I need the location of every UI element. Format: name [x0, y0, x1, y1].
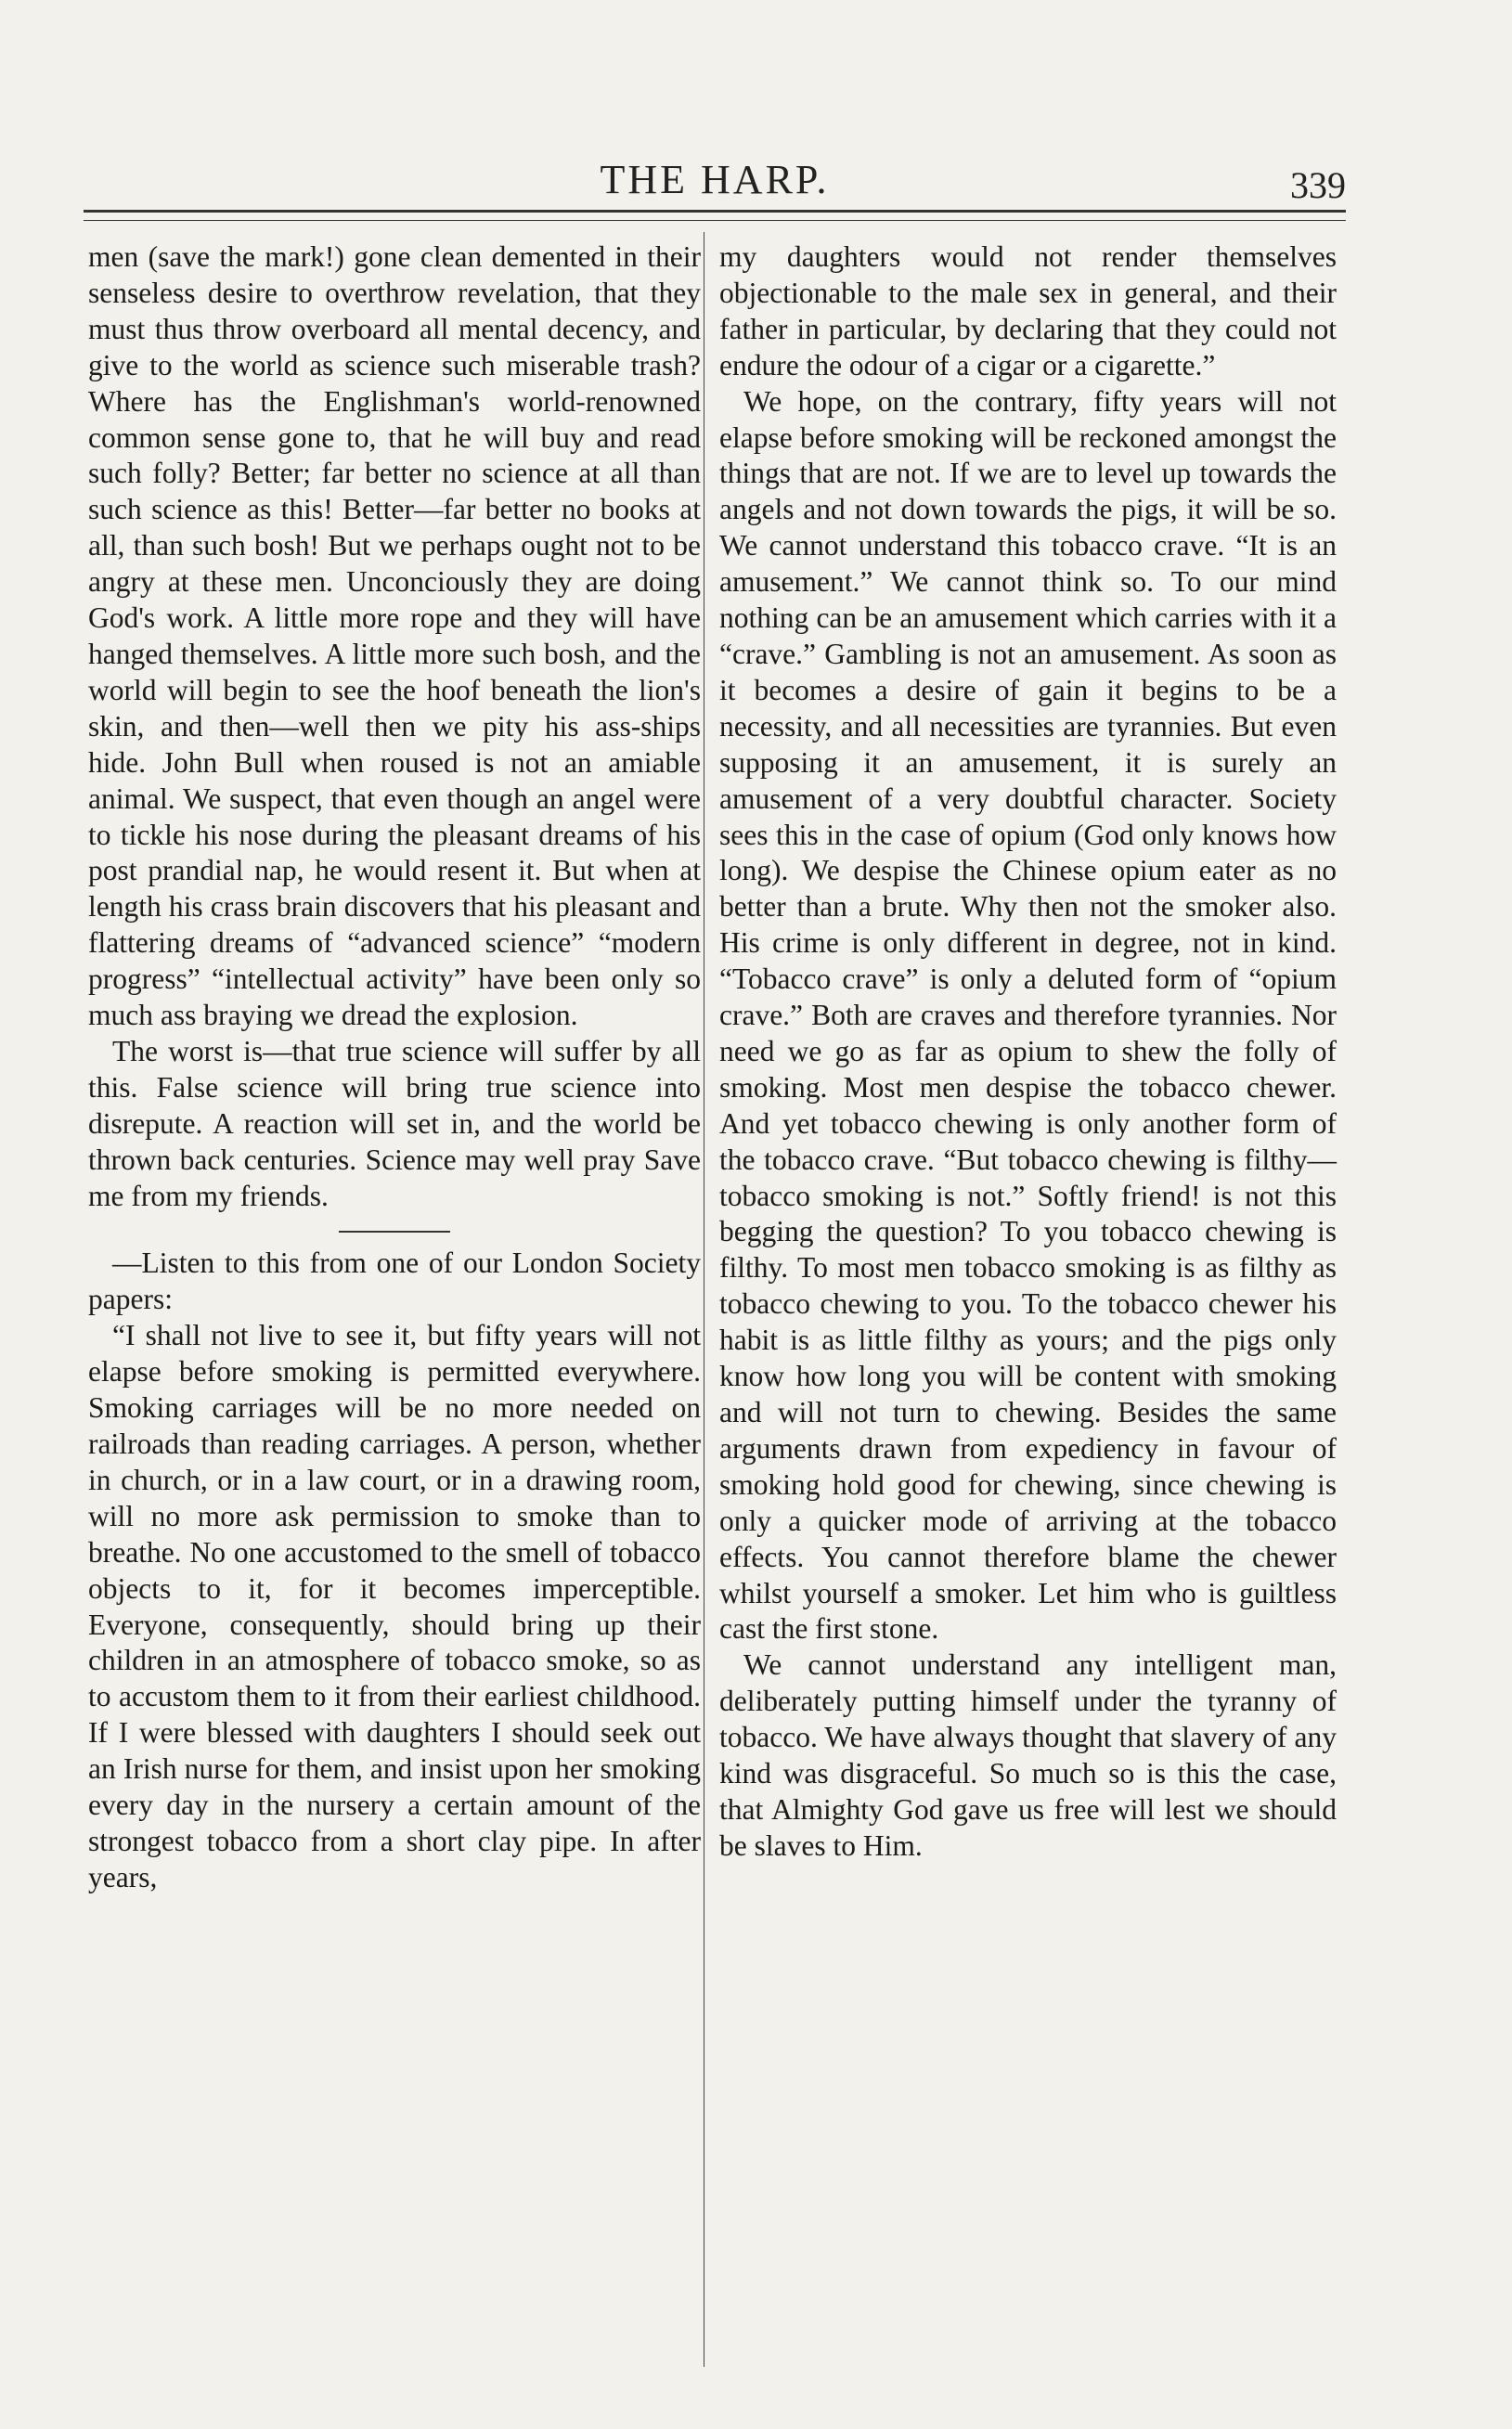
section-divider	[339, 1231, 450, 1233]
right-paragraph-1: my daughters would not render themselves objectionable to the male sex in general, and their father in particular, by declaring that they could not endure the odour of a cigar or a cigarette.”	[719, 240, 1337, 381]
left-column	[88, 239, 701, 1896]
right-paragraph-2: We hope, on the contrary, fifty years will not elapse before smoking will be reckoned amongst the things that are not. If we are to level up towards the angels and not down towards the pigs, it will be so. We cannot understand this tobacco crave. “It is an amusement.” We cannot think so. To our mind nothing can be an amusement which carries with it a “crave.” Gambling is not an amusement. As soon as it becomes a desire of gain it begins to be a necessity, and all necessities are tyrannies. But even supposing it an amusement, it is surely an amusement of a very doubtful character. Society sees this in the case of opium (God only knows how long). We despise the Chinese opium eater as no better than a brute. Why then not the smoker also. His crime is only different in degree, not in kind. “Tobacco crave” is only a deluted form of “opium crave.” Both are craves and therefore tyrannies. Nor need we go as far as opium to shew the folly of smoking. Most men despise the tobacco chewer. And yet tobacco chewing is only another form of the tobacco crave. “But tobacco chewing is filthy—tobacco smoking is not.” Softly friend! is not this begging the question? To you tobacco chewing is filthy. To most men tobacco smoking is as filthy as tobacco chewing to you. To the tobacco chewer his habit is as little filthy as yours; and the pigs only know how long you will be content with smoking and will not turn to chewing. Besides the same arguments drawn from expediency in favour of smoking hold good for chewing, since chewing is only a quicker mode of arriving at the tobacco effects. You cannot therefore blame the chewer whilst yourself a smoker. Let him who is guiltless cast the first stone.	[719, 384, 1337, 1646]
page-number: 339	[1290, 164, 1346, 206]
left-paragraph-3: —Listen to this from one of our London Society papers:	[88, 1247, 701, 1316]
right-column	[719, 239, 1337, 1865]
left-paragraph-4: “I shall not live to see it, but fifty years will not elapse before smoking is permitted everywhere. Smoking carriages will be no more needed on railroads than reading carriages. A person, whether in church, or in a law court, or in a drawing room, will no more ask permission to smoke than to breathe. No one accustomed to the smell of tobacco objects to it, for it becomes imperceptible. Everyone, consequently, should bring up their children in an atmosphere of tobacco smoke, so as to accustom them to it from their earliest childhood. If I were blessed with daughters I should seek out an Irish nurse for them, and insist upon her smoking every day in the nursery a certain amount of the strongest tobacco from a short clay pipe. In after years,	[88, 1319, 701, 1893]
right-paragraph-3: We cannot understand any intelligent man, deliberately putting himself under the tyranny of tobacco. We have always thought that slavery of any kind was disgraceful. So much so is this the case, that Almighty God gave us free will lest we should be slaves to Him.	[719, 1648, 1337, 1862]
header-rule-thin	[84, 220, 1346, 221]
page-header	[84, 156, 1346, 212]
left-paragraph-2: The worst is—that true science will suffer by all this. False science will bring true science into disrepute. A reaction will set in, and the world be thrown back centuries. Science may well pray Save me from my friends.	[88, 1034, 701, 1212]
header-rule-thick	[84, 210, 1346, 213]
left-paragraph-1: men (save the mark!) gone clean demented in their senseless desire to overthrow revelation, that they must thus throw overboard all mental decency, and give to the world as science such miserable trash? Where has the Englishman's world-renowned common sense gone to, that he will buy and read such folly? Better; far better no science at all than such science as this! Better—far better no books at all, than such bosh! But we perhaps ought not to be angry at these men. Unconciously they are doing God's work. A little more rope and they will have hanged themselves. A little more such bosh, and the world will begin to see the hoof beneath the lion's skin, and then—well then we pity his ass-ships hide. John Bull when roused is not an amiable animal. We suspect, that even though an angel were to tickle his nose during the pleasant dreams of his post prandial nap, he would resent it. But when at length his crass brain discovers that his pleasant and flattering dreams of “advanced science” “modern progress” “intellectual activity” have been only so much ass braying we dread the explosion.	[88, 240, 701, 1032]
running-title: THE HARP.	[600, 157, 830, 202]
